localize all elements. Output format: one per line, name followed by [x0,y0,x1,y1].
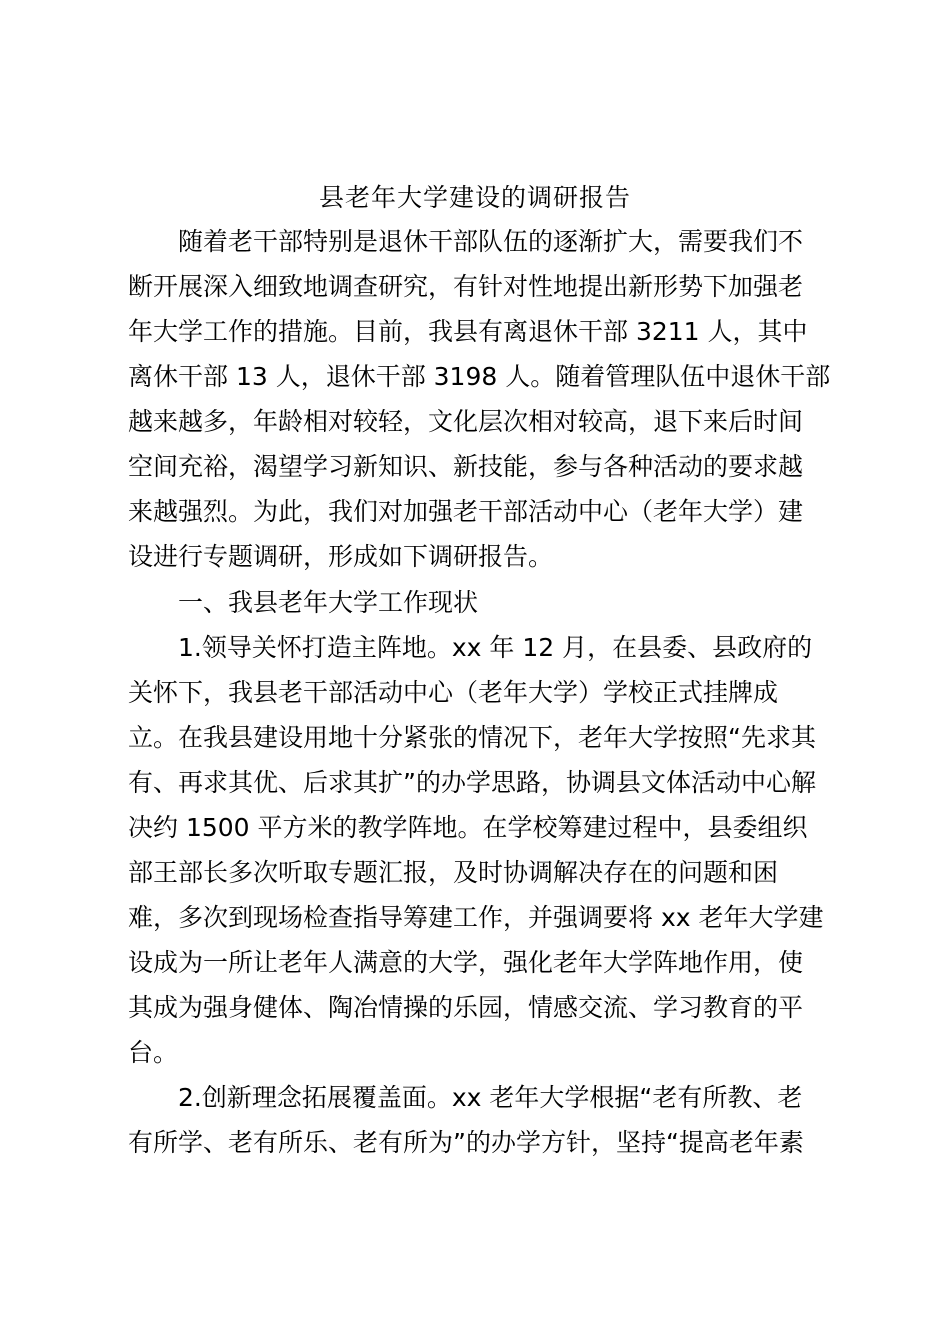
paragraph-line: 来越强烈。为此，我们对加强老干部活动中心（老年大学）建 [128,497,804,526]
paragraph-line: 1.领导关怀打造主阵地。xx 年 12 月，在县委、县政府的 [178,633,813,662]
section-heading: 一、我县老年大学工作现状 [178,588,479,617]
paragraph-line: 台。 [128,1038,179,1067]
paragraph-line: 越来越多，年龄相对较轻，文化层次相对较高，退下来后时间 [128,407,804,436]
paragraph-line: 离休干部 13 人，退休干部 3198 人。随着管理队伍中退休干部 [128,362,831,391]
paragraph-line: 设成为一所让老年人满意的大学，强化老年大学阵地作用，使 [128,948,804,977]
paragraph-line: 部王部长多次听取专题汇报，及时协调解决存在的问题和困 [128,858,779,887]
paragraph-line: 关怀下，我县老干部活动中心（老年大学）学校正式挂牌成 [128,678,779,707]
paragraph-line: 有所学、老有所乐、老有所为”的办学方针，坚持“提高老年素 [128,1128,804,1157]
document-title: 县老年大学建设的调研报告 [318,183,631,212]
paragraph-line: 随着老干部特别是退休干部队伍的逐渐扩大，需要我们不 [178,227,804,256]
paragraph-line: 设进行专题调研，形成如下调研报告。 [128,542,554,571]
paragraph-line: 有、再求其优、后求其扩”的办学思路，协调县文体活动中心解 [128,768,816,797]
paragraph-line: 年大学工作的措施。目前，我县有离退休干部 3211 人，其中 [128,317,808,346]
paragraph-line: 其成为强身健体、陶冶情操的乐园，情感交流、学习教育的平 [128,993,804,1022]
paragraph-line: 立。在我县建设用地十分紧张的情况下，老年大学按照“先求其 [128,723,816,752]
paragraph-line: 空间充裕，渴望学习新知识、新技能，参与各种活动的要求越 [128,452,804,481]
paragraph-line: 难，多次到现场检查指导筹建工作，并强调要将 xx 老年大学建 [128,903,824,932]
paragraph-line: 断开展深入细致地调查研究，有针对性地提出新形势下加强老 [128,272,804,301]
paragraph-line: 决约 1500 平方米的教学阵地。在学校筹建过程中，县委组织 [128,813,808,842]
paragraph-line: 2.创新理念拓展覆盖面。xx 老年大学根据“老有所教、老 [178,1083,803,1112]
